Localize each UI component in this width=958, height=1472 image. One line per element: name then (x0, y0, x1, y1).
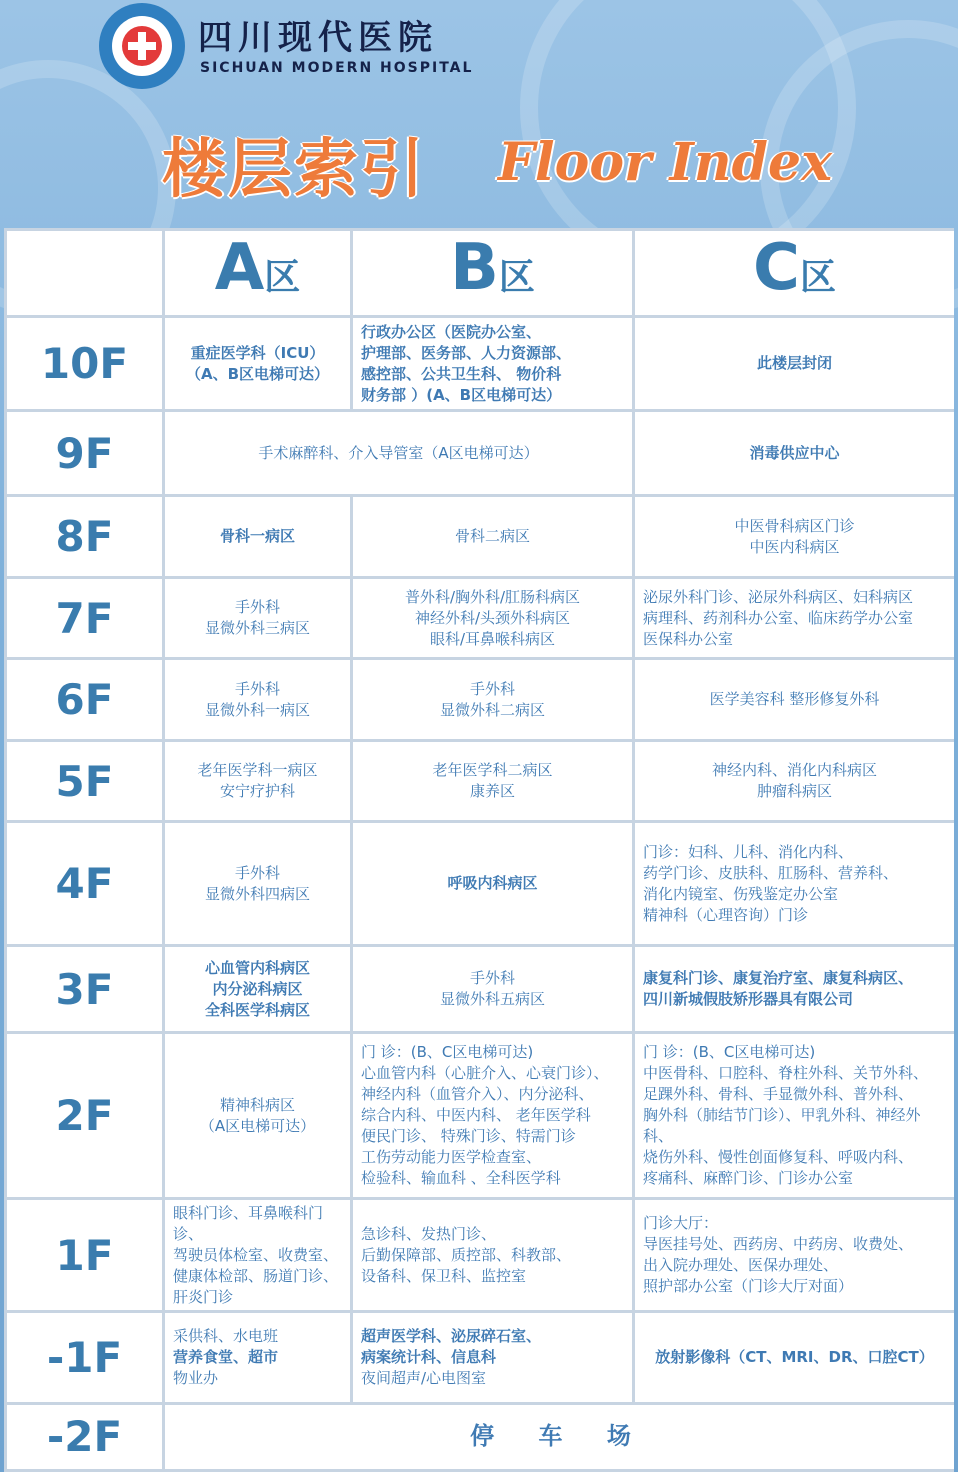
floor-label: 6F (7, 660, 162, 738)
zone-b-cell: 骨科二病区 (353, 497, 632, 575)
parking-cell: 停 车 场 (165, 1405, 954, 1469)
page-title-cn: 楼层索引 (162, 133, 426, 207)
zone-b-cell: 急诊科、发热门诊、 后勤保障部、质控部、科教部、 设备科、保卫科、监控室 (353, 1200, 632, 1310)
floor-row-3f (7, 947, 954, 1031)
floor-row-5f (7, 742, 954, 820)
zone-a-cell: 骨科一病区 (165, 497, 350, 575)
floor-label: 3F (7, 947, 162, 1031)
zone-header-row (7, 231, 954, 315)
floor-row-1f (7, 1200, 954, 1310)
floor-row-4f (7, 823, 954, 944)
floor-label: 5F (7, 742, 162, 820)
zone-b-cell: 呼吸内科病区 (353, 823, 632, 944)
zone-a-cell: 心血管内科病区 内分泌科病区 全科医学科病区 (165, 947, 350, 1031)
zone-a-cell: 眼科门诊、耳鼻喉科门诊、 驾驶员体检室、收费室、 健康体检部、肠道门诊、 肝炎门诊 (165, 1200, 350, 1310)
zone-a-cell: 手外科 显微外科四病区 (165, 823, 350, 944)
floor-row-9f (7, 412, 954, 494)
floor-row-2f (7, 1034, 954, 1197)
zone-c-header: C区 (635, 231, 954, 315)
zone-c-cell: 消毒供应中心 (635, 412, 954, 494)
floor-label: 1F (7, 1200, 162, 1310)
floor-label: -2F (7, 1405, 162, 1469)
zone-c-cell: 神经内科、消化内科病区 肿瘤科病区 (635, 742, 954, 820)
floor-label: 10F (7, 318, 162, 409)
hospital-logo-icon (111, 15, 173, 77)
floor-label: 7F (7, 579, 162, 657)
zone-ab-cell: 手术麻醉科、介入导管室（A区电梯可达） (165, 412, 632, 494)
zone-c-cell: 泌尿外科门诊、泌尿外科病区、妇科病区 病理科、药剂科办公室、临床药学办公室 医保科办公室 (635, 579, 954, 657)
zone-a-cell: 精神科病区 （A区电梯可达） (165, 1034, 350, 1197)
floor-row-b1f (7, 1313, 954, 1402)
zone-c-cell: 医学美容科 整形修复外科 (635, 660, 954, 738)
page-title-en: Floor Index (498, 132, 833, 193)
zone-c-cell: 中医骨科病区门诊 中医内科病区 (635, 497, 954, 575)
floor-label: 8F (7, 497, 162, 575)
zone-c-cell: 此楼层封闭 (635, 318, 954, 409)
floor-row-8f (7, 497, 954, 575)
floor-table (4, 228, 954, 1472)
corner-cell (7, 231, 162, 315)
zone-b-cell: 普外科/胸外科/肛肠科病区 神经外科/头颈外科病区 眼科/耳鼻喉科病区 (353, 579, 632, 657)
hospital-name-cn: 四川现代医院 (198, 18, 438, 58)
zone-b-header: B区 (353, 231, 632, 315)
floor-label: 2F (7, 1034, 162, 1197)
floor-row-6f (7, 660, 954, 738)
zone-b-cell: 手外科 显微外科二病区 (353, 660, 632, 738)
hospital-name-en: SICHUAN MODERN HOSPITAL (200, 60, 474, 76)
header (0, 0, 958, 228)
zone-b-cell: 门 诊：(B、C区电梯可达) 心血管内科（心脏介入、心衰门诊）、 神经内科（血管介入）、内分泌科、 综合内科、中医内科、 老年医学科 便民门诊、 特殊门诊、特需门诊 工伤劳动能力医学检查室、 检验科、输血科 、全科医学科 (353, 1034, 632, 1197)
zone-b-cell: 行政办公区（医院办公室、 护理部、医务部、人力资源部、 感控部、公共卫生科、 物价科 财务部 ）(A、B区电梯可达） (353, 318, 632, 409)
zone-c-cell: 康复科门诊、康复治疗室、康复科病区、 四川新城假肢矫形器具有限公司 (635, 947, 954, 1031)
floor-row-10f (7, 318, 954, 409)
zone-a-header: A区 (165, 231, 350, 315)
floor-row-b2f (7, 1405, 954, 1469)
zone-c-cell: 放射影像科（CT、MRI、DR、口腔CT） (635, 1313, 954, 1402)
floor-label: 9F (7, 412, 162, 494)
red-cross-icon (122, 26, 162, 66)
floor-row-7f (7, 579, 954, 657)
zone-a-cell: 老年医学科一病区 安宁疗护科 (165, 742, 350, 820)
zone-b-cell: 老年医学科二病区 康养区 (353, 742, 632, 820)
zone-a-cell: 手外科 显微外科三病区 (165, 579, 350, 657)
floor-label: 4F (7, 823, 162, 944)
floor-label: -1F (7, 1313, 162, 1402)
zone-b-cell: 手外科 显微外科五病区 (353, 947, 632, 1031)
zone-a-cell: 手外科 显微外科一病区 (165, 660, 350, 738)
zone-c-cell: 门诊大厅： 导医挂号处、西药房、中药房、收费处、 出入院办理处、医保办理处、 照护部办公室（门诊大厅对面） (635, 1200, 954, 1310)
zone-c-cell: 门诊：妇科、儿科、消化内科、 药学门诊、皮肤科、肛肠科、营养科、 消化内镜室、伤残鉴定办公室 精神科（心理咨询）门诊 (635, 823, 954, 944)
zone-a-cell: 采供科、水电班 营养食堂、超市 物业办 (165, 1313, 350, 1402)
zone-b-cell: 超声医学科、泌尿碎石室、 病案统计科、信息科 夜间超声/心电图室 (353, 1313, 632, 1402)
zone-c-cell: 门 诊：(B、C区电梯可达) 中医骨科、口腔科、脊柱外科、关节外科、 足踝外科、骨科、手显微外科、普外科、 胸外科（肺结节门诊）、甲乳外科、神经外科、 烧伤外科、慢性创面修复科、呼吸内科、 疼痛科、麻醉门诊、门诊办公室 (635, 1034, 954, 1197)
zone-a-cell: 重症医学科（ICU） （A、B区电梯可达） (165, 318, 350, 409)
